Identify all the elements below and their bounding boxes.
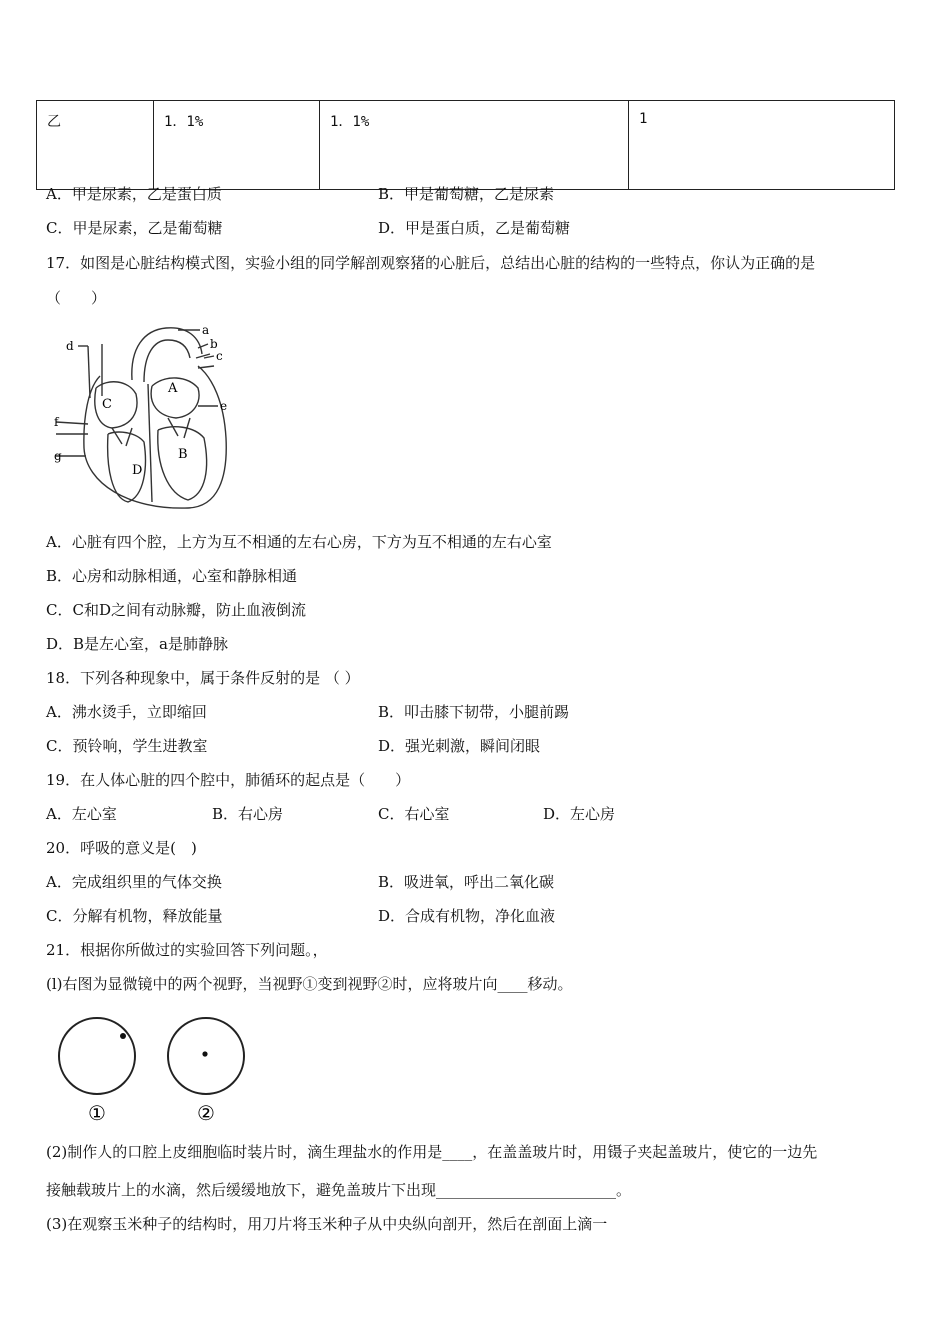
view-1-label: ① [88,1101,106,1125]
q17-option-b: B．心房和动脉相通，心室和静脉相通 [46,567,298,585]
q17-paren: （ ） [46,289,107,307]
q18-option-b: B．叩击膝下韧带，小腿前踢 [378,703,570,721]
q19-option-b: B．右心房 [212,805,284,823]
q18-option-a: A．沸水烫手，立即缩回 [46,703,207,721]
label-A: A [168,381,178,396]
q19-option-a: A．左心室 [46,805,117,823]
q21-part2-line2: 接触载玻片上的水滴，然后缓缓地放下，避免盖玻片下出现________________________。 [46,1181,632,1199]
label-a: a [202,323,210,337]
q16-option-a: A．甲是尿素，乙是蛋白质 [46,185,222,203]
q21-part1: (l)右图为显微镜中的两个视野，当视野①变到视野②时，应将玻片向____移动。 [46,975,573,993]
q17-stem: 17．如图是心脏结构模式图，实验小组的同学解剖观察猪的心脏后，总结出心脏的结构的一些特点，你认为正确的是 [46,254,816,272]
q20-option-b: B．吸进氧，呼出二氧化碳 [378,873,555,891]
q17-option-d: D．B是左心室，a是肺静脉 [46,635,228,653]
view-2-label: ② [197,1101,215,1125]
q21-stem: 21．根据你所做过的实验回答下列问题。， [46,941,328,959]
q16-option-d: D．甲是蛋白质，乙是葡萄糖 [378,219,571,237]
label-e: e [220,399,228,413]
microscope-views [56,1016,250,1128]
label-g: g [54,449,62,463]
q19-option-d: D．左心房 [543,805,616,823]
q18-option-c: C．预铃响，学生进教室 [46,737,208,755]
label-c: c [216,349,223,363]
label-C: C [102,397,112,412]
q18-option-d: D．强光刺激，瞬间闭眼 [378,737,541,755]
q16-option-b: B．甲是葡萄糖，乙是尿素 [378,185,555,203]
q17-option-a: A．心脏有四个腔，上方为互不相通的左右心房，下方为互不相通的左右心室 [46,533,552,551]
label-B: B [178,447,188,462]
table-cell: 1 [629,101,895,190]
q21-part3: (3)在观察玉米种子的结构时，用刀片将玉米种子从中央纵向剖开，然后在剖面上滴一 [46,1215,608,1233]
label-D: D [132,463,143,478]
table-cell: 乙 [37,101,154,190]
label-f: f [54,415,59,429]
table-cell: 1．1% [154,101,320,190]
heart-diagram [48,318,238,518]
data-table [36,100,895,190]
q19-stem: 19．在人体心脏的四个腔中，肺循环的起点是（ ） [46,771,411,789]
q20-option-a: A．完成组织里的气体交换 [46,873,222,891]
q21-part2-line1: (2)制作人的口腔上皮细胞临时装片时，滴生理盐水的作用是____，在盖盖玻片时，用镊子夹起盖玻片，使它的一边先 [46,1143,818,1161]
table-row [37,101,895,190]
q20-option-c: C．分解有机物，释放能量 [46,907,223,925]
q20-stem: 20．呼吸的意义是( ) [46,839,197,857]
label-d: d [66,339,74,353]
q19-option-c: C．右心室 [378,805,450,823]
q17-option-c: C．C和D之间有动脉瓣，防止血液倒流 [46,601,306,619]
label-b: b [210,337,218,351]
q20-option-d: D．合成有机物，净化血液 [378,907,556,925]
table-cell: 1．1% [320,101,629,190]
q18-stem: 18．下列各种现象中，属于条件反射的是 （ ） [46,669,360,687]
q16-option-c: C．甲是尿素，乙是葡萄糖 [46,219,223,237]
